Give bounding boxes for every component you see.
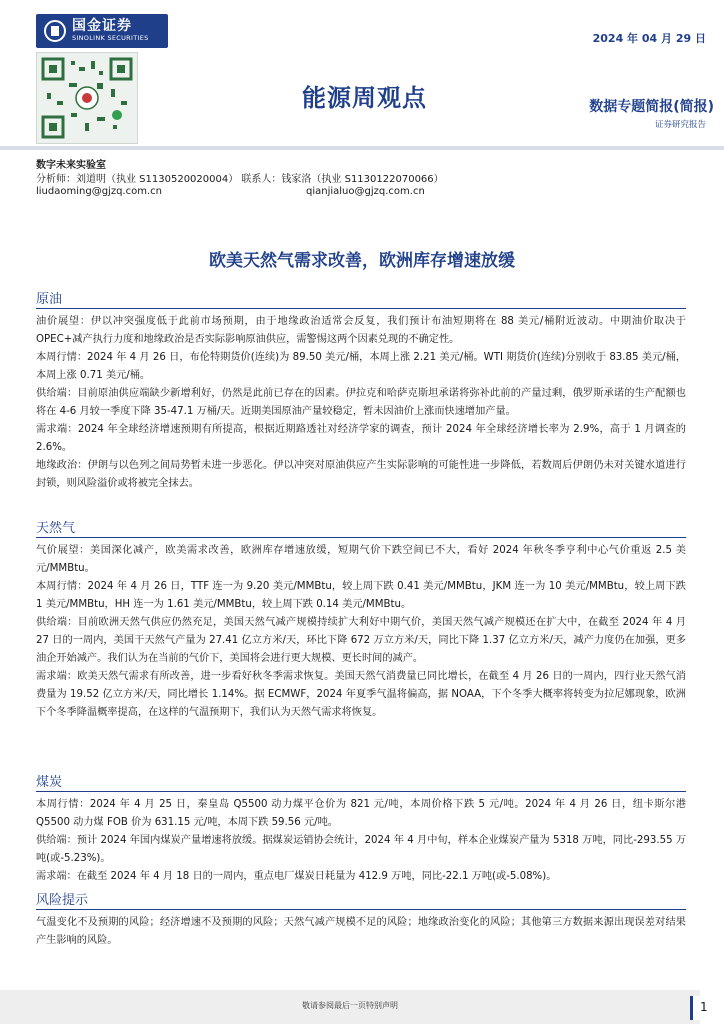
section-title-risk: 风险提示 bbox=[36, 889, 686, 910]
oil-demand: 需求端：2024 年全球经济增速预期有所提高，根据近期路透社对经济学家的调查，预计 2024 年全球经济增长率为 2.9%，高于 1 月调查的 2.6%。 bbox=[36, 424, 686, 453]
header-divider bbox=[0, 146, 724, 150]
oil-weekly-market: 本周行情：2024 年 4 月 26 日，布伦特期货价(连续)为 89.50 美元/桶，本周上涨 2.21 美元/桶。WTI 期货价(连续)分别收于 83.85 美元/桶，本周上涨 0.71 美元/桶。 bbox=[36, 352, 686, 381]
report-date: 2024 年 04 月 29 日 bbox=[592, 32, 706, 45]
report-type: 证券研究报告 bbox=[654, 120, 706, 130]
section-risk bbox=[36, 889, 686, 950]
report-headline: 欧美天然气需求改善，欧洲库存增速放缓 bbox=[209, 251, 515, 271]
lab-name: 数字未来实验室 bbox=[36, 160, 106, 171]
page-number: 1 bbox=[700, 1000, 708, 1014]
gas-weekly-market: 本周行情：2024 年 4 月 26 日，TTF 连一为 9.20 美元/MMBtu，较上周下跌 0.41 美元/MMBtu，JKM 连一为 10 美元/MMBtu，较上周下跌 1 美元/MMBtu，HH 连一为 1.61 美元/MMBtu，较上周下跌 0.14 美元/MMBtu。 bbox=[36, 581, 686, 610]
section-coal bbox=[36, 771, 686, 886]
page-title: 能源周观点 bbox=[302, 84, 427, 112]
author-line: 分析师：刘道明（执业 S1130520020004） 联系人：钱家洛（执业 S1130122070066） bbox=[36, 174, 444, 185]
logo-subtitle: SINOLINK SECURITIES bbox=[72, 34, 149, 42]
document-type: 数据专题简报(简报) bbox=[589, 99, 714, 115]
oil-outlook: 油价展望：伊以冲突强度低于此前市场预期，由于地缘政治适常会反复，我们预计布油短期将在 88 美元/桶附近波动。中期油价取决于 OPEC+减产执行力度和地缘政治是否实际影响原油供应，需警惕这两个因素兑现的不确定性。 bbox=[36, 316, 686, 345]
gas-demand: 需求端：欧美天然气需求有所改善，进一步看好秋冬季需求恢复。美国天然气消费量已同比增长，在截至 4 月 26 日的一周内，四行业天然气消费量为 19.52 亿立方米/天，同比增长 1.14%。据 ECMWF，2024 年夏季气温将偏高，据 NOAA，下个冬季大概率将转变为拉尼娜现象，欧洲下个冬季降温概率提高，在这样的气温预期下，我们认为天然气需求将恢复。 bbox=[36, 671, 686, 718]
gas-outlook: 气价展望：美国深化减产，欧美需求改善，欧洲库存增速放缓，短期气价下跌空间已不大，看好 2024 年秋冬季亨利中心气价重返 2.5 美元/MMBtu。 bbox=[36, 545, 686, 574]
section-title-gas: 天然气 bbox=[36, 517, 686, 538]
footer-disclaimer: 敬请参阅最后一页特别声明 bbox=[302, 1001, 398, 1010]
coal-supply: 供给端：预计 2024 年国内煤炭产量增速将放缓。据煤炭运销协会统计，2024 年 4 月中旬，样本企业煤炭产量为 5318 万吨，同比-293.55 万吨(或-5.23%)。 bbox=[36, 835, 686, 864]
risk-warning: 气温变化不及预期的风险；经济增速不及预期的风险；天然气减产规模不足的风险；地缘政治变化的风险；其他第三方数据来源出现误差对结果产生影响的风险。 bbox=[36, 917, 686, 946]
logo-mark-icon bbox=[44, 20, 66, 42]
logo-name: 国金证券 bbox=[72, 18, 132, 34]
analyst-email[interactable]: liudaoming@gjzq.com.cn bbox=[36, 186, 162, 197]
coal-weekly-market: 本周行情：2024 年 4 月 25 日，秦皇岛 Q5500 动力煤平仓价为 821 元/吨，本周价格下跌 5 元/吨。2024 年 4 月 26 日，纽卡斯尔港 Q5500 动力煤 FOB 价为 631.15 元/吨，本周下跌 59.56 元/吨。 bbox=[36, 799, 686, 828]
contact-email[interactable]: qianjialuo@gjzq.com.cn bbox=[306, 186, 425, 197]
section-title-coal: 煤炭 bbox=[36, 771, 686, 792]
oil-geopolitics: 地缘政治：伊朗与以色列之间局势暂未进一步恶化。伊以冲突对原油供应产生实际影响的可能性进一步降低，若数周后伊朗仍未对关键水道进行封锁，则风险溢价或将被完全抹去。 bbox=[36, 460, 686, 489]
coal-demand: 需求端：在截至 2024 年 4 月 18 日的一周内，重点电厂煤炭日耗量为 412.9 万吨，同比-22.1 万吨(或-5.08%)。 bbox=[36, 871, 557, 882]
qr-code-icon bbox=[36, 52, 138, 144]
section-title-oil: 原油 bbox=[36, 288, 686, 309]
gas-supply: 供给端：目前欧洲天然气供应仍然充足，美国天然气减产规模持续扩大利好中期气价，美国天然气减产规模还在扩大中，在截至 2024 年 4 月 27 日的一周内，美国干天然气产量为 27.41 亿立方米/天，环比下降 672 万立方米/天，同比下降 1.37 亿立方米/天，减产力度仍在加强，更多油企开始减产。我们认为在当前的气价下，美国将会进行更大规模、更长时间的减产。 bbox=[36, 617, 686, 664]
section-oil bbox=[36, 288, 686, 493]
oil-supply: 供给端：目前原油供应端缺少新增利好，仍然是此前已存在的因素。伊拉克和哈萨克斯坦承诺将弥补此前的产量过剩，俄罗斯承诺的生产配额也将在 4-6 月较一季度下降 35-47.1 万桶/天。近期美国原油产量较稳定，暂未因油价上涨而快速增加产量。 bbox=[36, 388, 686, 417]
section-gas bbox=[36, 517, 686, 722]
